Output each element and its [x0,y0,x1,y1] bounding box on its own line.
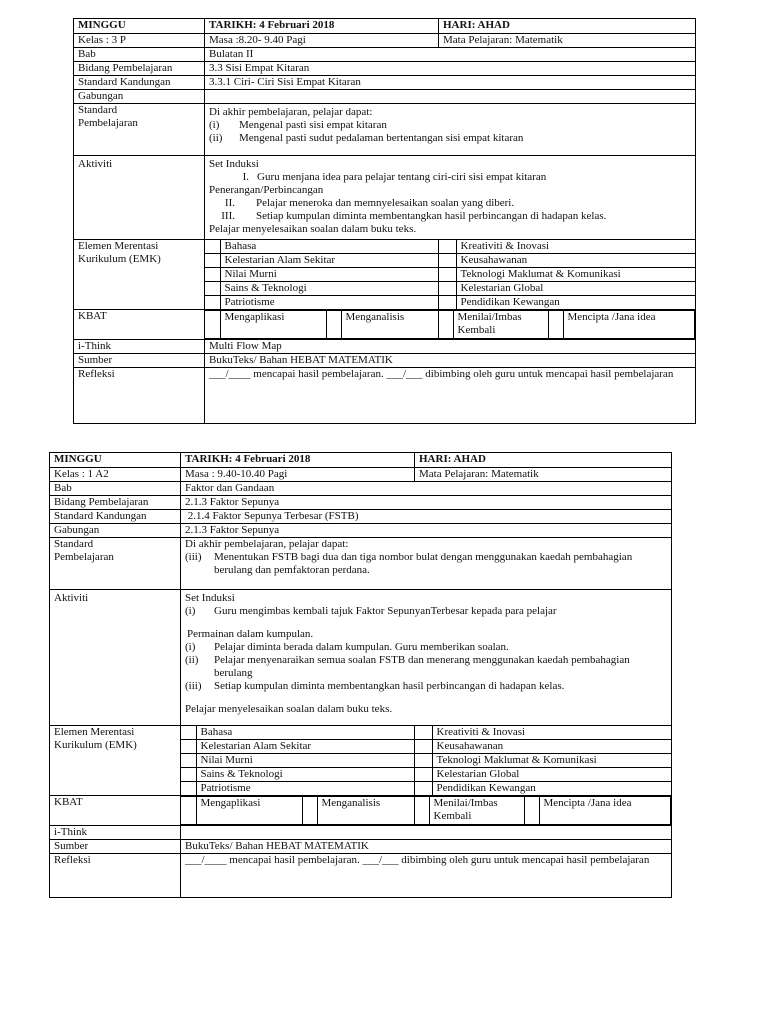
emk-checkbox[interactable] [205,268,220,282]
list-item: III. Setiap kumpulan diminta membentangkan hasil perbincangan di hadapan kelas. [221,210,607,222]
sp-label-line1: Standard [54,538,94,550]
sp-intro: Di akhir pembelajaran, pelajar dapat: [209,106,373,118]
emk-checkbox[interactable] [438,254,456,268]
table-row [205,296,695,310]
list-item: II. Pelajar meneroka dan memnyelesaikan soalan yang diberi. [224,197,515,209]
kbat-checkbox[interactable] [414,797,429,825]
list-item: (i) Guru mengimbas kembali tajuk Faktor SepunyanTerbesar kepada para pelajar [185,605,557,617]
emk-label [74,240,205,310]
lesson-plan-2 [49,452,672,898]
sp-list [185,551,667,577]
emk-table [181,726,671,795]
kbat-checkbox[interactable] [438,311,453,339]
bidang-label: Bidang Pembelajaran [74,62,205,76]
emk-item: Pendidikan Kewangan [456,296,695,310]
standard-kandungan-value: 2.1.4 Faktor Sepunya Terbesar (FSTB) [181,510,672,524]
sumber-label: Sumber [50,840,181,854]
emk-checkbox[interactable] [438,296,456,310]
kbat-item: Mencipta /Jana idea [539,797,671,825]
list-item: (iii) Setiap kumpulan diminta membentangkan hasil perbincangan di hadapan kelas. [185,680,565,692]
kbat-item: Menilai/Imbas Kembali [453,311,548,339]
gabungan-label: Gabungan [74,90,205,104]
sp-label-line2: Pembelajaran [78,117,138,129]
emk-item: Kelestarian Alam Sekitar [220,254,438,268]
standard-kandungan-label: Standard Kandungan [74,76,205,90]
emk-item: Nilai Murni [220,268,438,282]
aktiviti-penutup: Pelajar menyelesaikan soalan dalam buku teks. [185,703,393,715]
list-item: (ii) Mengenal pasti sudut pedalaman bertentangan sisi empat kitaran [209,132,524,144]
emk-item: Kreativiti & Inovasi [432,726,671,740]
kbat-checkbox[interactable] [181,797,196,825]
emk-item: Kelestarian Global [456,282,695,296]
standard-kandungan-value: 3.3.1 Ciri- Ciri Sisi Empat Kitaran [205,76,696,90]
emk-item: Nilai Murni [196,754,414,768]
emk-label-line2: Kurikulum (EMK) [78,253,161,265]
kelas: Kelas : 1 A2 [50,468,181,482]
minggu-label: MINGGU [74,19,205,34]
masa: Masa : 9.40-10.40 Pagi [181,468,415,482]
emk-checkbox[interactable] [414,782,432,796]
emk-item: Sains & Teknologi [220,282,438,296]
emk-checkbox[interactable] [181,726,196,740]
bab-value: Bulatan II [205,48,696,62]
emk-label-line1: Elemen Merentasi [54,726,135,738]
table-row [181,726,671,740]
kbat-table [205,310,695,339]
hari: HARI: AHAD [439,19,696,34]
kbat-checkbox[interactable] [205,311,220,339]
emk-label [50,726,181,796]
emk-checkbox[interactable] [414,754,432,768]
emk-checkbox[interactable] [438,240,456,254]
gabungan-value: 2.1.3 Faktor Sepunya [181,524,672,538]
penerangan: Penerangan/Perbincangan [209,184,324,196]
sp-label-line1: Standard [78,104,118,116]
bidang-value: 3.3 Sisi Empat Kitaran [205,62,696,76]
sp-label-line2: Pembelajaran [54,551,114,563]
emk-checkbox[interactable] [181,740,196,754]
emk-item: Patriotisme [196,782,414,796]
emk-item: Patriotisme [220,296,438,310]
list-item: I. Guru menjana idea para pelajar tentang ciri-ciri sisi empat kitaran [242,171,547,183]
mata-pelajaran: Mata Pelajaran: Matematik [439,34,696,48]
emk-item: Kelestarian Global [432,768,671,782]
emk-checkbox[interactable] [181,782,196,796]
emk-item: Teknologi Maklumat & Komunikasi [456,268,695,282]
kbat-grid [181,796,672,826]
sumber-value: BukuTeks/ Bahan HEBAT MATEMATIK [205,354,696,368]
refleksi-value: ___/____ mencapai hasil pembelajaran. ___/___ dibimbing oleh guru untuk mencapai hasil pembelajaran [181,854,672,898]
sumber-value: BukuTeks/ Bahan HEBAT MATEMATIK [181,840,672,854]
table-row [205,311,695,339]
bidang-value: 2.1.3 Faktor Sepunya [181,496,672,510]
kbat-checkbox[interactable] [326,311,341,339]
kbat-checkbox[interactable] [548,311,563,339]
table-row [205,282,695,296]
kumpulan-list [185,641,667,693]
kbat-item: Mengaplikasi [220,311,326,339]
emk-grid [205,240,696,310]
aktiviti-value [205,156,696,240]
list-item: (i) Mengenal pasti sisi empat kitaran [209,119,387,131]
kbat-item: Menganalisis [341,311,438,339]
emk-item: Sains & Teknologi [196,768,414,782]
emk-checkbox[interactable] [414,740,432,754]
emk-checkbox[interactable] [205,296,220,310]
standard-pembelajaran-value [181,538,672,590]
hari: HARI: AHAD [415,453,672,468]
table-row [181,797,671,825]
emk-checkbox[interactable] [205,254,220,268]
emk-item: Teknologi Maklumat & Komunikasi [432,754,671,768]
kbat-item: Menganalisis [317,797,414,825]
masa: Masa :8.20- 9.40 Pagi [205,34,439,48]
table-row [181,754,671,768]
emk-grid [181,726,672,796]
kbat-item: Menilai/Imbas Kembali [429,797,524,825]
kbat-grid [205,310,696,340]
standard-pembelajaran-label [74,104,205,156]
table-row [205,254,695,268]
ithink-value: Multi Flow Map [205,340,696,354]
emk-item: Bahasa [196,726,414,740]
kbat-label: KBAT [74,310,205,340]
lesson-plan-1 [73,18,696,424]
refleksi-value: ___/____ mencapai hasil pembelajaran. ___/___ dibimbing oleh guru untuk mencapai hasil pembelajaran [205,368,696,424]
set-induksi: Set Induksi [185,592,235,604]
bab-value: Faktor dan Gandaan [181,482,672,496]
list-item: (i) Pelajar diminta berada dalam kumpulan. Guru memberikan soalan. [185,641,509,653]
spacer [185,618,667,628]
tarikh: TARIKH: 4 Februari 2018 [181,453,415,468]
kbat-item: Mencipta /Jana idea [563,311,695,339]
emk-label-line2: Kurikulum (EMK) [54,739,137,751]
emk-checkbox[interactable] [205,282,220,296]
bab-label: Bab [50,482,181,496]
bidang-label: Bidang Pembelajaran [50,496,181,510]
kbat-table [181,796,671,825]
kelas: Kelas : 3 P [74,34,205,48]
mata-pelajaran: Mata Pelajaran: Matematik [415,468,672,482]
emk-checkbox[interactable] [181,768,196,782]
bab-label: Bab [74,48,205,62]
table-row [205,268,695,282]
sumber-label: Sumber [74,354,205,368]
emk-checkbox[interactable] [181,754,196,768]
refleksi-label: Refleksi [50,854,181,898]
table-row [205,240,695,254]
kbat-item: Mengaplikasi [196,797,302,825]
gabungan-label: Gabungan [50,524,181,538]
emk-label-line1: Elemen Merentasi [78,240,159,252]
table-row [181,740,671,754]
emk-item: Bahasa [220,240,438,254]
set-induksi: Set Induksi [209,158,259,170]
emk-item: Kreativiti & Inovasi [456,240,695,254]
gabungan-value [205,90,696,104]
emk-checkbox[interactable] [438,282,456,296]
minggu-label: MINGGU [50,453,181,468]
list-item: (iii) Menentukan FSTB bagi dua dan tiga nombor bulat dengan menggunakan kaedah pembahagian berulang dan pemfaktoran perdana. [185,551,633,576]
table-row [181,782,671,796]
aktiviti-value [181,590,672,726]
emk-table [205,240,695,309]
sp-intro: Di akhir pembelajaran, pelajar dapat: [185,538,349,550]
emk-item: Kelestarian Alam Sekitar [196,740,414,754]
emk-checkbox[interactable] [414,768,432,782]
kbat-label: KBAT [50,796,181,826]
set-induksi-list [185,605,667,618]
table-row [181,768,671,782]
refleksi-label: Refleksi [74,368,205,424]
standard-pembelajaran-label [50,538,181,590]
standard-kandungan-label: Standard Kandungan [50,510,181,524]
aktiviti-label: Aktiviti [74,156,205,240]
ithink-label: i-Think [74,340,205,354]
standard-pembelajaran-value [205,104,696,156]
emk-item: Keusahawanan [432,740,671,754]
emk-item: Keusahawanan [456,254,695,268]
aktiviti-label: Aktiviti [50,590,181,726]
kbat-checkbox[interactable] [524,797,539,825]
sp-list [209,119,691,145]
permainan-kumpulan: Permainan dalam kumpulan. [187,628,314,640]
emk-item: Pendidikan Kewangan [432,782,671,796]
aktiviti-penutup: Pelajar menyelesaikan soalan dalam buku teks. [209,223,417,235]
spacer [185,693,667,703]
emk-checkbox[interactable] [438,268,456,282]
tarikh: TARIKH: 4 Februari 2018 [205,19,439,34]
ithink-label: i-Think [50,826,181,840]
ithink-value [181,826,672,840]
kbat-checkbox[interactable] [302,797,317,825]
list-item: (ii) Pelajar menyenaraikan semua soalan FSTB dan menerang menggunakan kaedah pembahagian berulang [185,654,630,679]
emk-checkbox[interactable] [414,726,432,740]
emk-checkbox[interactable] [205,240,220,254]
